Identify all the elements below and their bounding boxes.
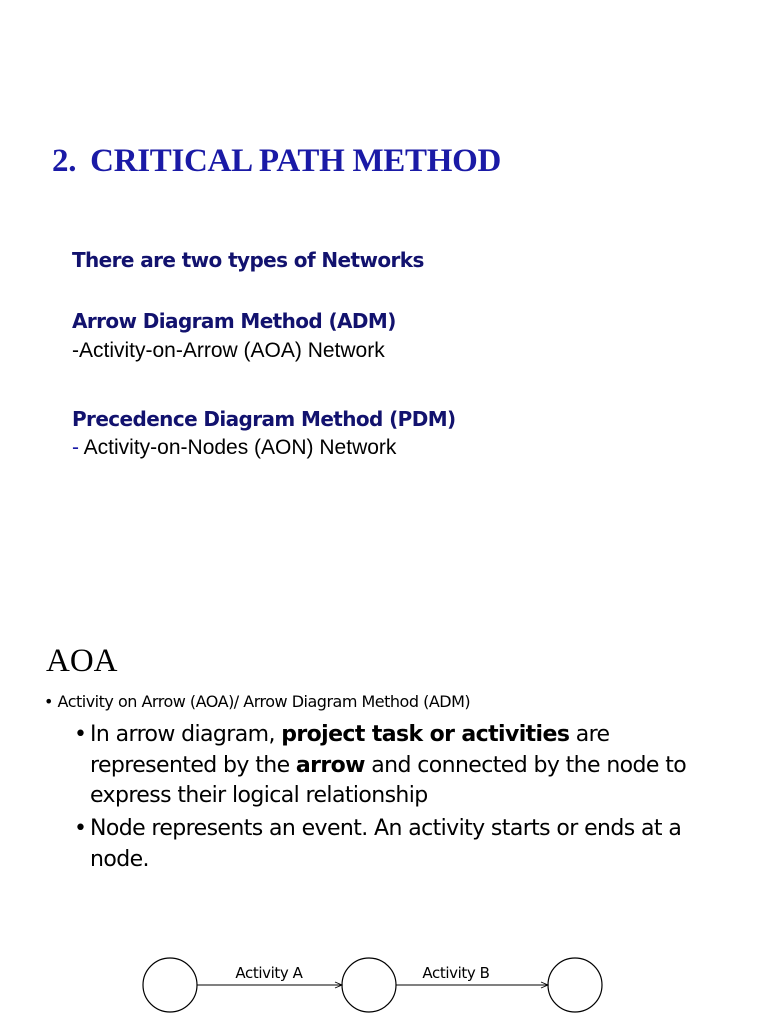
adm-heading: Arrow Diagram Method (ADM) [72,309,396,333]
aoa-title: AOA [46,643,118,679]
pdm-heading: Precedence Diagram Method (PDM) [72,407,456,431]
sub1-pre: In arrow diagram, [90,722,282,747]
sub-bullet-dot: • [74,722,87,747]
sub1-bold-tasks: project task or activities [281,722,570,747]
adm-description-text: Activity-on-Arrow (AOA) Network [79,339,385,362]
pdm-description [72,436,396,460]
sub-bullet-arrow-diagram [74,720,734,812]
adm-description [72,339,385,363]
adm-dash: - [72,339,79,362]
node-3 [548,958,602,1012]
label-activity-b: Activity B [422,964,490,982]
sub-bullet-arrow-diagram-text [74,720,734,812]
sub-bullet-dot: • [74,816,87,841]
networks-intro: There are two types of Networks [72,248,424,272]
node-2 [342,958,396,1012]
sub-bullet-node [74,814,734,875]
bullet-aoa-definition [44,692,470,711]
pdm-dash: - [72,436,84,459]
label-activity-a: Activity A [235,964,303,982]
node-1 [143,958,197,1012]
bullet-aoa-definition-text: Activity on Arrow (AOA)/ Arrow Diagram Method (ADM) [57,692,471,711]
slide-title-text: CRITICAL PATH METHOD [90,143,501,179]
slide-title [52,143,501,180]
bullet-dot: • [44,692,53,711]
arrow-activity-a [197,982,342,988]
sub-bullet-node-text: Node represents an event. An activity starts or ends at a node. [90,816,682,872]
sub1-bold-arrow: arrow [295,752,365,778]
sub1-mid: are represented by the [90,722,610,778]
pdm-description-text: Activity-on-Nodes (AON) Network [83,436,397,459]
slide-title-number: 2. [52,143,77,179]
arrow-activity-b [396,982,548,988]
sub1-post: and connected by the node to express their logical relationship [90,752,687,808]
aoa-network-diagram [0,940,768,1024]
